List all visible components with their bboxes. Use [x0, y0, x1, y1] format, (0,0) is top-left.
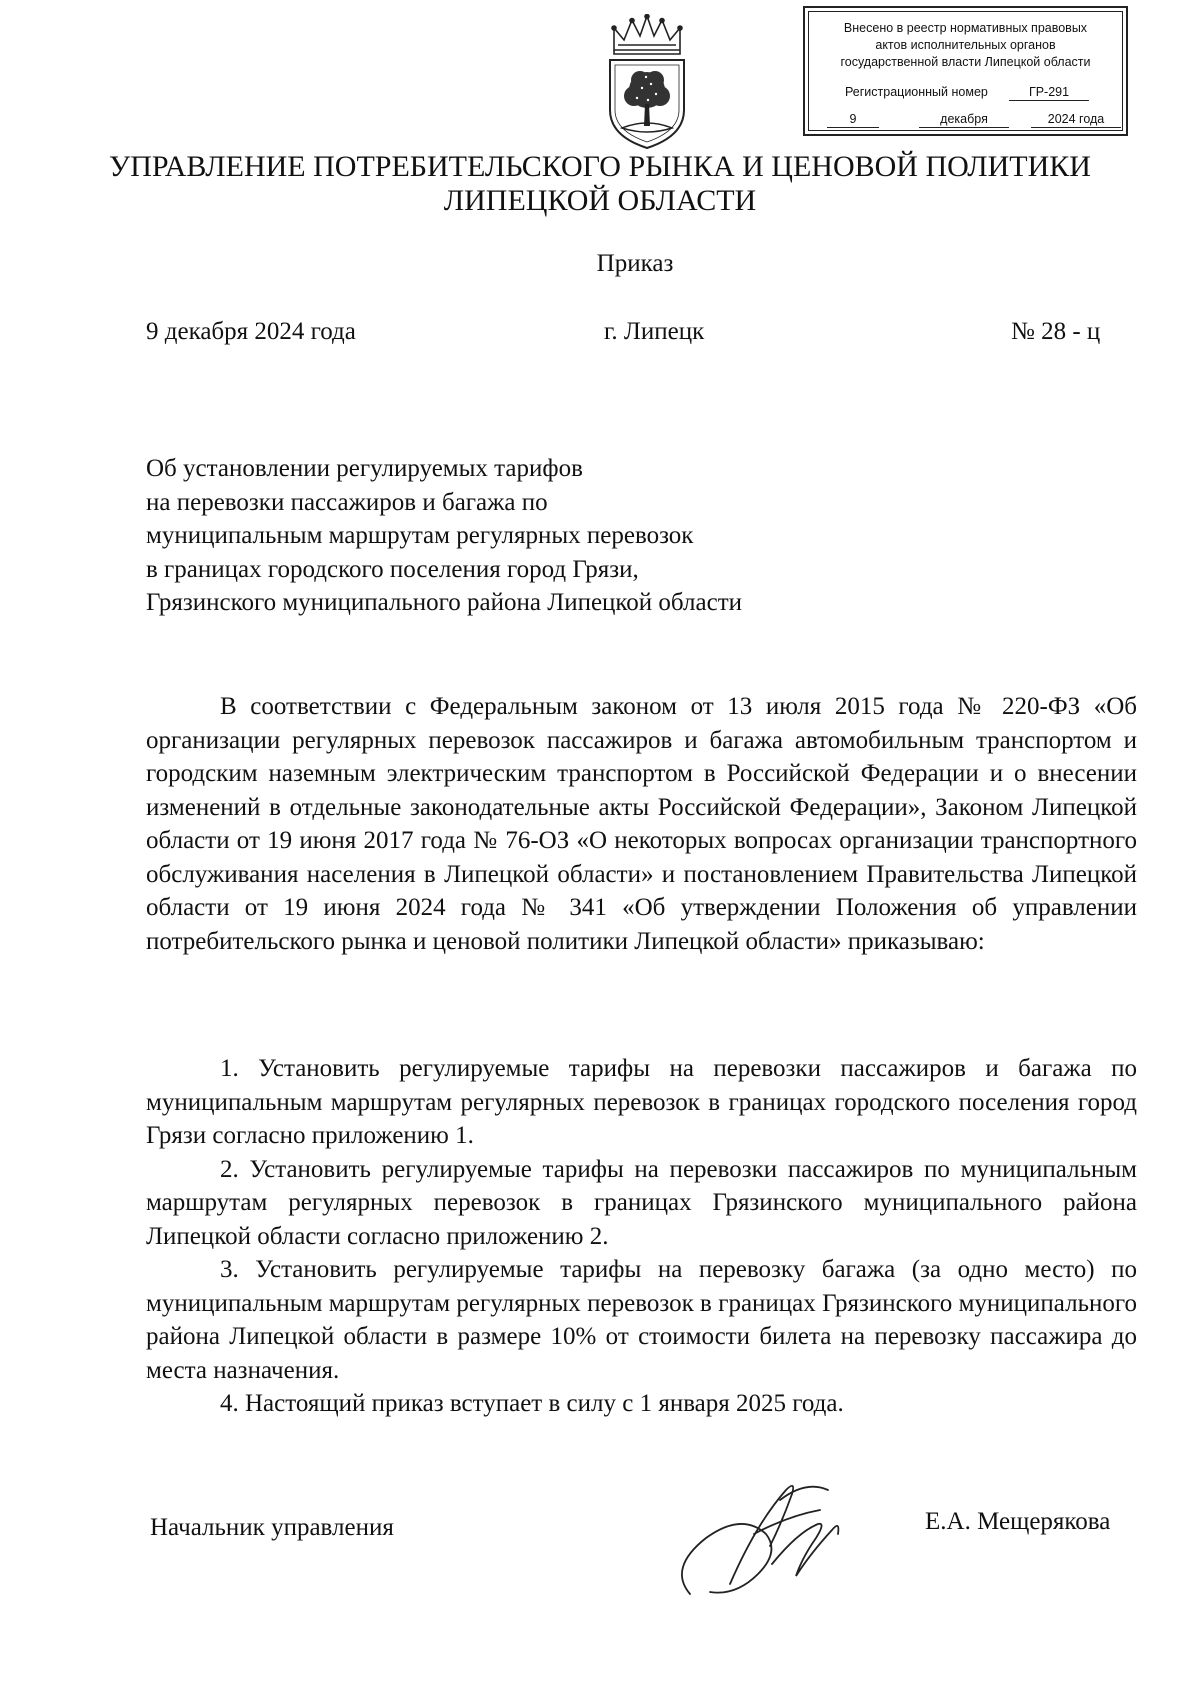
order-item-2: 2. Установить регулируемые тарифы на перевозки пассажиров по муниципальным маршрутам регулярных перевозок в границах Грязинского муниципального района Липецкой области согласно приложению 2.: [146, 1155, 1137, 1250]
title-line: Об установлении регулируемых тарифов: [146, 455, 583, 482]
document-title: [146, 452, 742, 620]
coat-of-arms-emblem: [604, 14, 690, 156]
title-line: в границах городского поселения город Грязи,: [146, 555, 639, 583]
stamp-year: 2024 года: [1031, 112, 1121, 128]
stamp-line-1: Внесено в реестр нормативных правовых: [843, 21, 1088, 35]
handwritten-signature: [670, 1476, 870, 1616]
order-item-3: 3. Установить регулируемые тарифы на перевозку багажа (за одно место) по муниципальным маршрутам регулярных перевозок в границах Грязинского муниципального района Липецкой области в размере 10% от стоимости билета на перевозку пассажира до места назначения.: [146, 1256, 1137, 1384]
document-city: г. Липецк: [604, 318, 705, 345]
signer-name: Е.А. Мещерякова: [925, 1508, 1111, 1535]
title-line: на перевозки пассажиров и багажа по: [146, 488, 548, 516]
order-items: [146, 1052, 1137, 1421]
document-date: 9 декабря 2024 года: [146, 318, 356, 345]
stamp-registration-number: ГР-291: [1009, 85, 1089, 101]
preamble-block: [146, 690, 1137, 958]
document-type: Приказ: [596, 250, 674, 277]
stamp-line-3: государственной власти Липецкой области: [840, 55, 1091, 69]
stamp-line-2: актов исполнительных органов: [875, 38, 1056, 52]
order-item-1: 1. Установить регулируемые тарифы на перевозки пассажиров и багажа по муниципальным маршрутам регулярных перевозок в границах городского поселения город Грязи согласно приложению 1.: [146, 1055, 1137, 1149]
signer-role: Начальник управления: [150, 1514, 394, 1541]
stamp-day: 9: [827, 112, 879, 128]
document-number: № 28 - ц: [1011, 318, 1101, 345]
title-line: муниципальным маршрутам регулярных перевозок: [146, 522, 694, 549]
organization-name-line-2: ЛИПЕЦКОЙ ОБЛАСТИ: [443, 184, 757, 217]
title-line: Грязинского муниципального района Липецкой области: [146, 589, 742, 616]
stamp-registration-label: Регистрационный номер: [845, 85, 988, 99]
order-item-4: 4. Настоящий приказ вступает в силу с 1 января 2025 года.: [220, 1390, 844, 1417]
organization-name-line-1: УПРАВЛЕНИЕ ПОТРЕБИТЕЛЬСКОГО РЫНКА И ЦЕНОВОЙ ПОЛИТИКИ: [109, 150, 1091, 183]
registry-stamp: [803, 6, 1128, 136]
preamble-paragraph: В соответствии с Федеральным законом от 13 июля 2015 года № 220-ФЗ «Об организации регулярных перевозок пассажиров и багажа автомобильным транспортом и городским наземным электрическим транспортом в Российской Федерации и о внесении изменений в отдельные законодательные акты Российской Федерации», Законом Липецкой области от 19 июня 2017 года № 76-ОЗ «О некоторых вопросах организации транспортного обслуживания населения в Липецкой области» и постановлением Правительства Липецкой области от 19 июня 2024 года № 341 «Об утверждении Положения об управлении потребительского рынка и ценовой политики Липецкой области» приказываю:: [146, 693, 1137, 955]
stamp-month: декабря: [919, 112, 1009, 128]
